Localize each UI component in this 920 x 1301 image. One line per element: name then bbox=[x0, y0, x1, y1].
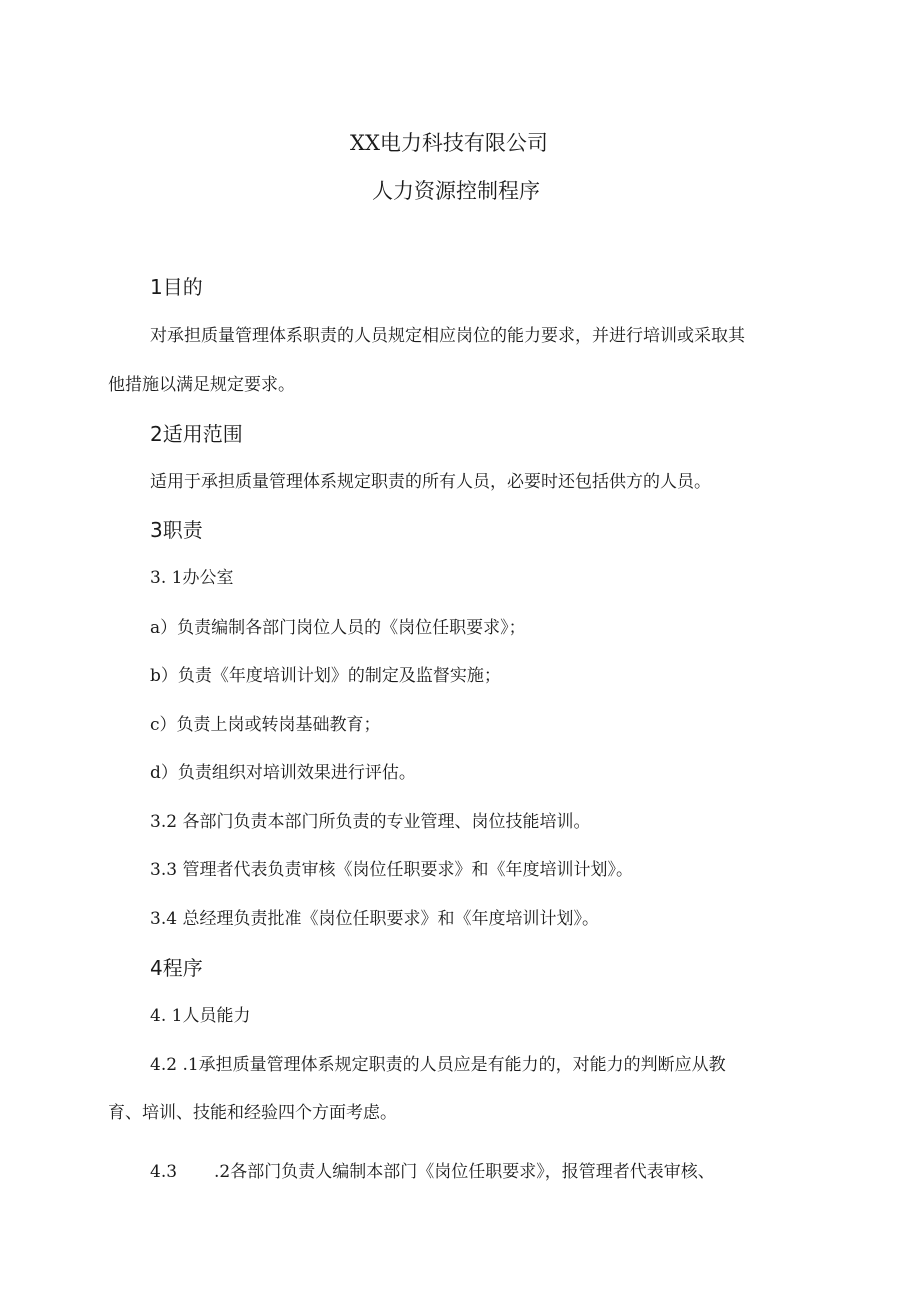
section-3-1-item-d: d）负责组织对培训效果进行评估。 bbox=[150, 763, 416, 783]
section-4-3-number: 4.3 bbox=[150, 1162, 178, 1182]
section-4-1-heading: 4. 1人员能力 bbox=[150, 1006, 251, 1026]
section-3-1-heading: 3. 1办公室 bbox=[150, 568, 234, 588]
section-3-1-item-b: b）负责《年度培训计划》的制定及监督实施； bbox=[150, 666, 501, 686]
section-4-2-line-1: 4.2 .1承担质量管理体系规定职责的人员应是有能力的，对能力的判断应从教 bbox=[150, 1055, 726, 1075]
section-3-heading: 3职责 bbox=[150, 518, 203, 542]
company-name: XX电力科技有限公司 bbox=[350, 131, 548, 155]
section-3-4: 3.4 总经理负责批准《岗位任职要求》和《年度培训计划》。 bbox=[150, 909, 599, 929]
section-4-2-line-2: 育、培训、技能和经验四个方面考虑。 bbox=[108, 1103, 397, 1123]
section-1-paragraph-line-1: 对承担质量管理体系职责的人员规定相应岗位的能力要求，并进行培训或采取其 bbox=[150, 326, 745, 346]
section-2-heading: 2适用范围 bbox=[150, 422, 243, 446]
section-3-2: 3.2 各部门负责本部门所负责的专业管理、岗位技能培训。 bbox=[150, 812, 591, 832]
section-3-3: 3.3 管理者代表负责审核《岗位任职要求》和《年度培训计划》。 bbox=[150, 860, 633, 880]
section-3-1-item-c: c）负责上岗或转岗基础教育； bbox=[150, 715, 381, 735]
section-4-3-text: .2各部门负责人编制本部门《岗位任职要求》，报管理者代表审核、 bbox=[214, 1162, 715, 1182]
section-1-paragraph-line-2: 他措施以满足规定要求。 bbox=[108, 375, 295, 395]
section-1-heading: 1目的 bbox=[150, 275, 203, 299]
section-2-paragraph: 适用于承担质量管理体系规定职责的所有人员，必要时还包括供方的人员。 bbox=[150, 472, 711, 492]
section-4-heading: 4程序 bbox=[150, 956, 203, 980]
section-3-1-item-a: a）负责编制各部门岗位人员的《岗位任职要求》； bbox=[150, 618, 526, 638]
document-title: 人力资源控制程序 bbox=[372, 179, 540, 203]
